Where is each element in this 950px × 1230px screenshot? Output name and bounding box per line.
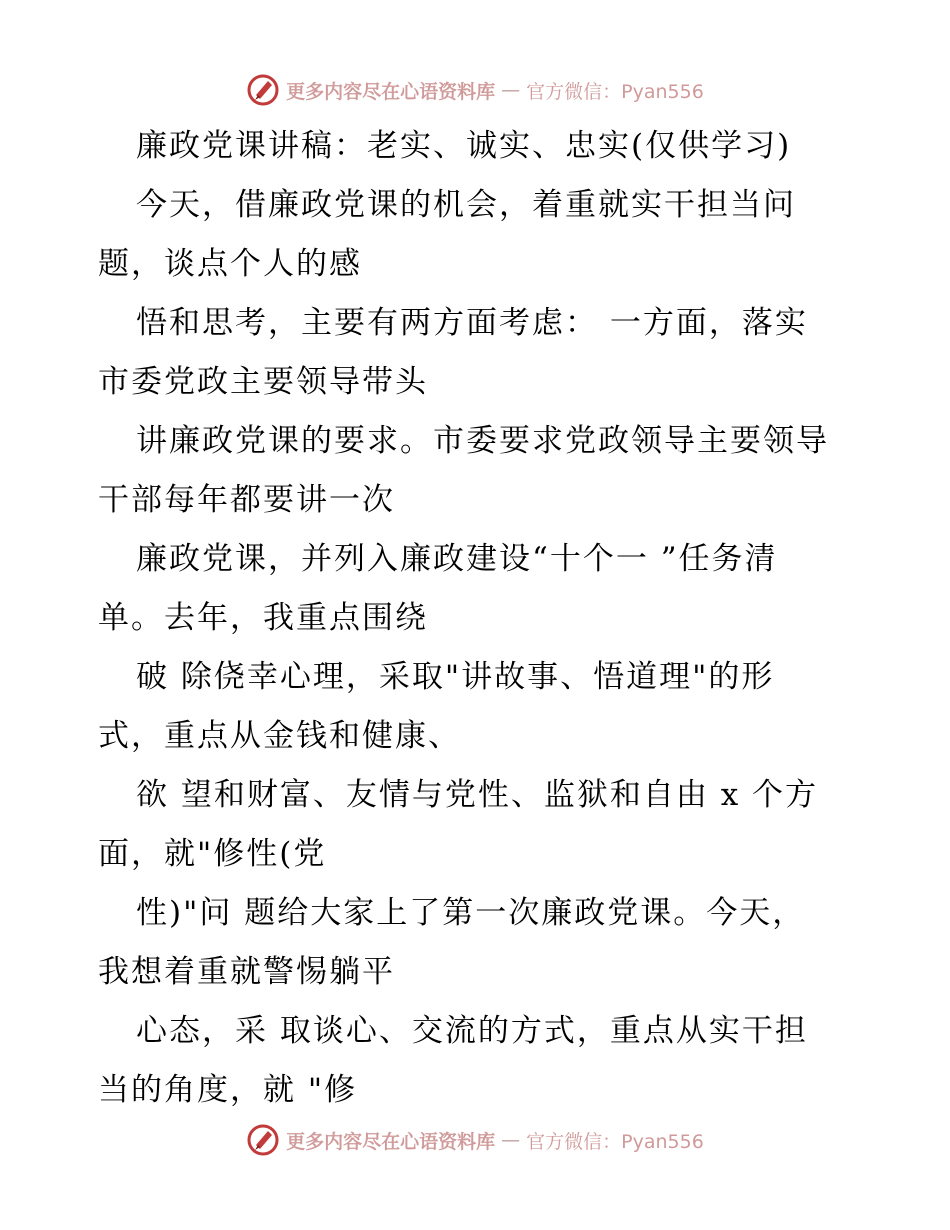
doc-line: 市委党政主要领导带头 <box>98 364 428 400</box>
header-banner <box>0 70 950 110</box>
doc-line: 破 除侥幸心理，采取"讲故事、悟道理"的形 <box>136 659 775 695</box>
brand-text: 更多内容尽在心语资料库 <box>286 80 496 103</box>
banner-dash: — <box>501 79 521 101</box>
logo-icon <box>246 73 280 107</box>
doc-line: 欲 望和财富、友情与党性、监狱和自由 x 个方 <box>136 777 819 813</box>
doc-line: 当的角度，就 "修 <box>98 1072 358 1108</box>
doc-line: 心态，采 取谈心、交流的方式，重点从实干担 <box>136 1013 808 1049</box>
wechat-text: 官方微信：Pyan556 <box>526 80 704 103</box>
doc-title: 廉政党课讲稿：老实、诚实、忠实(仅供学习) <box>136 128 792 164</box>
doc-line: 性)"问 题给大家上了第一次廉政党课。今天， <box>136 895 806 931</box>
wechat-text: 官方微信：Pyan556 <box>526 1130 704 1153</box>
doc-line: 面，就"修性(党 <box>98 836 327 872</box>
doc-line: 廉政党课，并列入廉政建设“十个一 ”任务清 <box>136 541 778 577</box>
doc-line: 题，谈点个人的感 <box>98 246 362 282</box>
doc-line: 悟和思考，主要有两方面考虑： 一方面，落实 <box>136 305 808 341</box>
brand-text: 更多内容尽在心语资料库 <box>286 1130 496 1153</box>
footer-banner <box>0 1120 950 1160</box>
doc-line: 单。去年，我重点围绕 <box>98 600 428 636</box>
banner-dash: — <box>501 1129 521 1151</box>
doc-line: 我想着重就警惕躺平 <box>98 954 395 990</box>
doc-line: 讲廉政党课的要求。市委要求党政领导主要领导 <box>136 423 829 459</box>
doc-line: 今天，借廉政党课的机会，着重就实干担当问 <box>136 187 796 223</box>
logo-icon <box>246 1123 280 1157</box>
doc-line: 干部每年都要讲一次 <box>98 482 395 518</box>
doc-line: 式，重点从金钱和健康、 <box>98 718 461 754</box>
